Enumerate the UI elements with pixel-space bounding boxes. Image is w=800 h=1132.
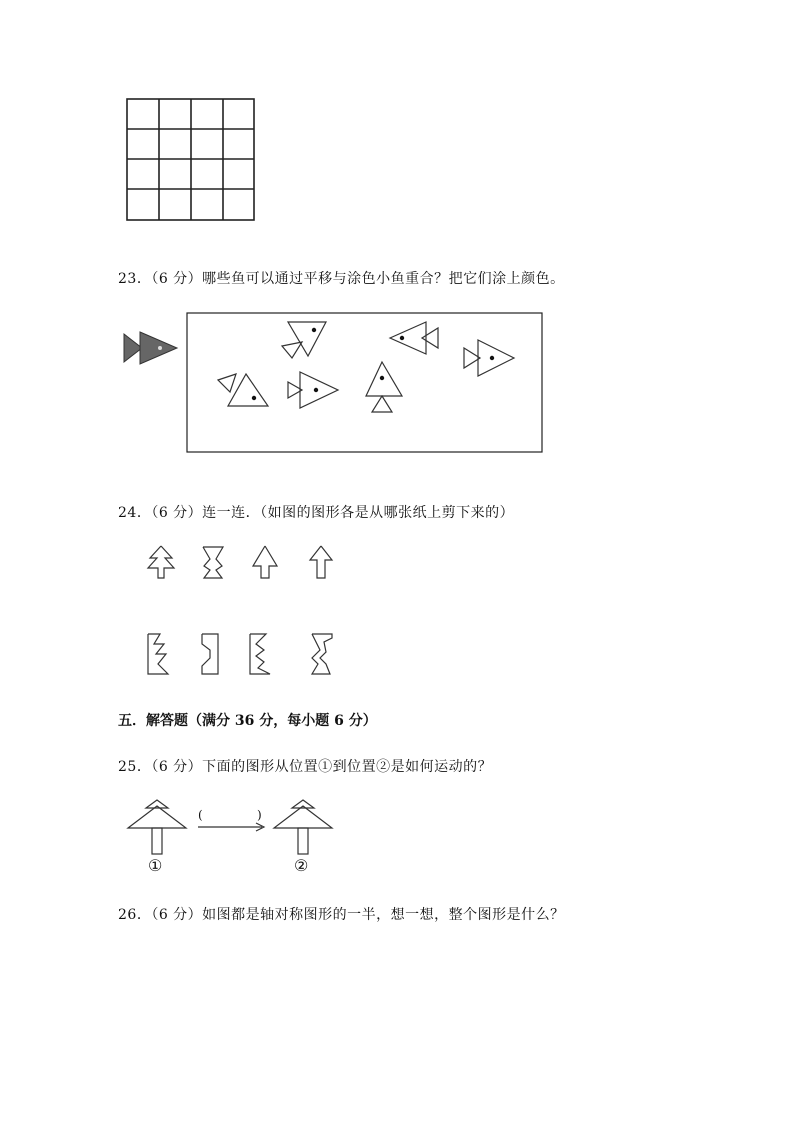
fish-1[interactable] bbox=[280, 318, 330, 360]
question-26-text: 26．（6 分）如图都是轴对称图形的一半，想一想，整个图形是什么？ bbox=[118, 907, 565, 923]
tree-figure-1 bbox=[124, 798, 190, 858]
fish-5[interactable] bbox=[286, 370, 342, 410]
question-24-text: 24．（6 分）连一连．（如图的图形各是从哪张纸上剪下来的） bbox=[118, 505, 515, 521]
question-25-text: 25．（6 分）下面的图形从位置①到位置②是如何运动的？ bbox=[118, 759, 493, 775]
square-grid bbox=[126, 98, 256, 222]
shape-hourglass[interactable] bbox=[200, 544, 226, 580]
fish-4[interactable] bbox=[216, 368, 272, 412]
paper-4[interactable] bbox=[306, 632, 336, 676]
position-1-label: ① bbox=[148, 856, 163, 875]
fish-3[interactable] bbox=[462, 338, 518, 378]
fish-6[interactable] bbox=[362, 360, 406, 416]
position-2-label: ② bbox=[294, 856, 309, 875]
tree-figure-2 bbox=[270, 798, 336, 858]
shape-tree-double-arrow[interactable] bbox=[146, 544, 176, 580]
shaded-fish bbox=[122, 328, 182, 368]
fish-2[interactable] bbox=[386, 318, 442, 358]
movement-arrow bbox=[196, 822, 268, 832]
question-23-text: 23．（6 分）哪些鱼可以通过平移与涂色小鱼重合？把它们涂上颜色。 bbox=[118, 271, 565, 287]
paper-1[interactable] bbox=[144, 632, 174, 676]
shape-up-arrow[interactable] bbox=[306, 544, 336, 580]
movement-paren-close: ) bbox=[257, 808, 263, 822]
section-5-heading: 五．解答题（满分 36 分，每小题 6 分） bbox=[118, 713, 377, 729]
paper-3[interactable] bbox=[246, 632, 276, 676]
shape-tree-arrow[interactable] bbox=[250, 544, 280, 580]
paper-2[interactable] bbox=[194, 632, 224, 676]
movement-paren-open: ( bbox=[198, 808, 204, 822]
